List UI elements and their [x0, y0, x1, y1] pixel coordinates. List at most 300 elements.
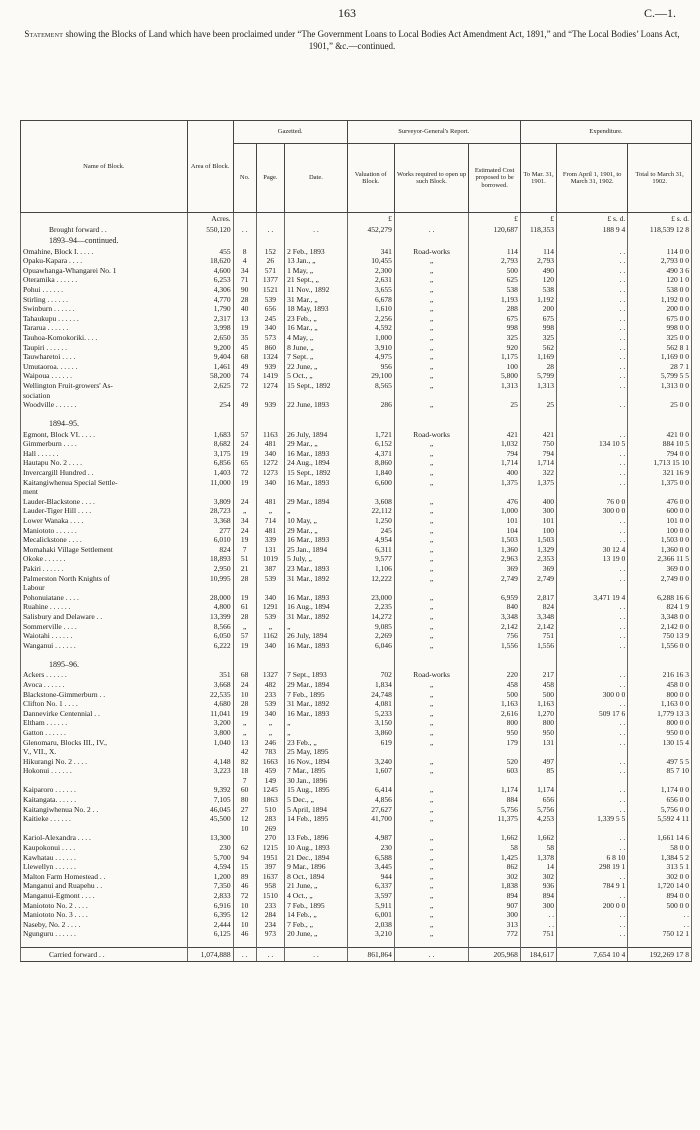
cell-expenditure-1901-02: . .: [557, 247, 628, 257]
cell-expenditure-total: 2,366 11 5: [628, 554, 692, 564]
cell-works: „: [394, 690, 469, 700]
cell-gazette-date: 24 Aug., 1894: [285, 458, 348, 468]
cell-estimated-cost: 101: [469, 516, 521, 526]
cell-expenditure-total: [628, 824, 692, 834]
cell-estimated-cost: [469, 650, 521, 658]
cell-expenditure-total: 998 0 0: [628, 323, 692, 333]
cell-gazette-page: 482: [256, 680, 285, 690]
cell-block-name: Hall . . . . . .: [21, 449, 188, 459]
cell-valuation: 944: [347, 872, 394, 882]
carried-row: [21, 947, 692, 961]
cell-gazette-no: 10: [233, 920, 256, 930]
cell-gazette-page: [256, 418, 285, 430]
cell-works: „: [394, 526, 469, 536]
cell-expenditure-1901-02: [557, 747, 628, 757]
cell-expenditure-total: 1,192 0 0: [628, 295, 692, 305]
cell-expenditure-total: 58 0 0: [628, 843, 692, 853]
cell-block-name: Opaku-Kapara . . . .: [21, 256, 188, 266]
table-row: [21, 872, 692, 882]
cell-gazette-page: 284: [256, 910, 285, 920]
cell-expenditure-to-1901: [520, 650, 556, 658]
cell-expenditure-total: 800 0 0: [628, 690, 692, 700]
cell-block-name: Gatton . . . . . .: [21, 728, 188, 738]
cell-valuation: 1,607: [347, 766, 394, 776]
cell-estimated-cost: 1,032: [469, 439, 521, 449]
cell-works: [394, 391, 469, 401]
header-from-1901: From April 1, 1901, to March 31, 1902.: [557, 144, 628, 213]
cell-area: 1,200: [187, 872, 233, 882]
cell-block-name: Maniototo No. 3 . . . .: [21, 910, 188, 920]
cell-expenditure-1901-02: [557, 487, 628, 497]
cell-expenditure-total: 476 0 0: [628, 497, 692, 507]
cell-area: 3,998: [187, 323, 233, 333]
cell-estimated-cost: [469, 235, 521, 247]
cell-block-name: Tararua . . . . . .: [21, 323, 188, 333]
cell-gazette-no: 61: [233, 602, 256, 612]
cell-valuation: 2,631: [347, 275, 394, 285]
cell-gazette-date: [285, 410, 348, 418]
cell-gazette-page: 783: [256, 747, 285, 757]
cell-area: 45,500: [187, 814, 233, 824]
cell-area: [187, 391, 233, 401]
cell-gazette-page: 233: [256, 901, 285, 911]
cell-valuation: 861,864: [347, 947, 394, 961]
cell-works: „: [394, 881, 469, 891]
cell-gazette-page: 656: [256, 304, 285, 314]
table-row: [21, 371, 692, 381]
spacer-row: [21, 939, 692, 948]
cell-gazette-page: 1272: [256, 458, 285, 468]
cell-expenditure-to-1901: 1,714: [520, 458, 556, 468]
cell-estimated-cost: 6,959: [469, 593, 521, 603]
cell-valuation: [347, 747, 394, 757]
cell-expenditure-total: [628, 776, 692, 786]
cell-gazette-date: 13 Jan., „: [285, 256, 348, 266]
cell-expenditure-total: [628, 650, 692, 658]
cell-gazette-date: 11 Nov., 1892: [285, 285, 348, 295]
cell-area: [187, 410, 233, 418]
cell-expenditure-to-1901: 562: [520, 343, 556, 353]
cell-expenditure-total: 490 3 6: [628, 266, 692, 276]
cell-works: „: [394, 333, 469, 343]
cell-block-name: Lauder-Blackstone . . . .: [21, 497, 188, 507]
cell-area: 2,444: [187, 920, 233, 930]
header-gazetted: Gazetted.: [233, 121, 347, 144]
table-row: [21, 516, 692, 526]
cell-expenditure-to-1901: 458: [520, 680, 556, 690]
cell-area: 4,800: [187, 602, 233, 612]
cell-valuation: 1,610: [347, 304, 394, 314]
cell-valuation: 6,311: [347, 545, 394, 555]
cell-gazette-date: [285, 418, 348, 430]
cell-gazette-no: 19: [233, 449, 256, 459]
table-row: [21, 843, 692, 853]
cell-expenditure-1901-02: . .: [557, 785, 628, 795]
cell-expenditure-1901-02: . .: [557, 670, 628, 680]
cell-gazette-date: 16 Mar., 1893: [285, 709, 348, 719]
cell-gazette-date: 4 Oct., „: [285, 891, 348, 901]
table-row: [21, 266, 692, 276]
cell-block-name: Omahine, Block I. . . . .: [21, 247, 188, 257]
cell-gazette-page: 1663: [256, 757, 285, 767]
cell-area: 4,600: [187, 266, 233, 276]
cell-estimated-cost: 625: [469, 275, 521, 285]
cell-valuation: 12,222: [347, 574, 394, 584]
cell-expenditure-total: 3,348 0 0: [628, 612, 692, 622]
cell-gazette-date: 31 Mar., „: [285, 295, 348, 305]
cell-expenditure-to-1901: 322: [520, 468, 556, 478]
page-reference: C.—1.: [643, 6, 676, 20]
cell-gazette-date: 2 Feb., 1893: [285, 247, 348, 257]
cell-expenditure-to-1901: 28: [520, 362, 556, 372]
header-works: Works required to open up such Block.: [394, 144, 469, 213]
cell-estimated-cost: 11,375: [469, 814, 521, 824]
cell-valuation: [347, 235, 394, 247]
cell-gazette-no: . .: [233, 225, 256, 235]
cell-block-name: Hautapu No. 2 . . . .: [21, 458, 188, 468]
cell-works: „: [394, 439, 469, 449]
cell-gazette-no: 19: [233, 535, 256, 545]
cell-block-name: Tahaukupu . . . . . .: [21, 314, 188, 324]
cell-area: 9,200: [187, 343, 233, 353]
table-row: [21, 564, 692, 574]
cell-estimated-cost: 1,714: [469, 458, 521, 468]
cell-gazette-page: 510: [256, 805, 285, 815]
cell-expenditure-total: 6,288 16 6: [628, 593, 692, 603]
cell-estimated-cost: 1,174: [469, 785, 521, 795]
cell-expenditure-total: 325 0 0: [628, 333, 692, 343]
cell-gazette-page: [256, 487, 285, 497]
cell-valuation: 1,000: [347, 333, 394, 343]
cell-works: [394, 487, 469, 497]
cell-block-name: Invercargill Hundred . .: [21, 468, 188, 478]
cell-works: Road-works: [394, 247, 469, 257]
cell-block-name: [21, 776, 188, 786]
cell-expenditure-1901-02: . .: [557, 910, 628, 920]
cell-valuation: [347, 487, 394, 497]
cell-works: [394, 235, 469, 247]
cell-expenditure-to-1901: 25: [520, 400, 556, 410]
cell-expenditure-to-1901: 421: [520, 430, 556, 440]
cell-valuation: 3,860: [347, 728, 394, 738]
cell-gazette-page: 939: [256, 362, 285, 372]
cell-expenditure-total: 675 0 0: [628, 314, 692, 324]
cell-expenditure-to-1901: 751: [520, 631, 556, 641]
cell-gazette-no: . .: [233, 947, 256, 961]
cell-expenditure-to-1901: [520, 583, 556, 593]
cell-valuation: 6,337: [347, 881, 394, 891]
cell-block-name: Kaitieke . . . . . .: [21, 814, 188, 824]
cell-expenditure-1901-02: . .: [557, 275, 628, 285]
table-row: [21, 920, 692, 930]
cell-estimated-cost: 1,163: [469, 699, 521, 709]
cell-gazette-date: 31 Mar., 1892: [285, 699, 348, 709]
cell-valuation: 3,608: [347, 497, 394, 507]
cell-expenditure-1901-02: [557, 658, 628, 670]
cell-gazette-date: 7 Feb., 1895: [285, 901, 348, 911]
table-body: [21, 213, 692, 962]
table-row: [21, 247, 692, 257]
cell-valuation: 6,001: [347, 910, 394, 920]
cell-expenditure-to-1901: 675: [520, 314, 556, 324]
cell-block-name: Maniototo . . . . . .: [21, 526, 188, 536]
cell-valuation: 5,911: [347, 901, 394, 911]
cell-gazette-no: 21: [233, 564, 256, 574]
cell-valuation: 1,834: [347, 680, 394, 690]
cell-estimated-cost: 3,348: [469, 612, 521, 622]
table-row: [21, 622, 692, 632]
cell-estimated-cost: 500: [469, 690, 521, 700]
cell-expenditure-to-1901: 200: [520, 304, 556, 314]
cell-expenditure-to-1901: 4,253: [520, 814, 556, 824]
cell-works: „: [394, 478, 469, 488]
cell-block-name: [21, 410, 188, 418]
cell-area: 11,000: [187, 478, 233, 488]
cell-works: „: [394, 400, 469, 410]
cell-works: „: [394, 371, 469, 381]
cell-estimated-cost: 302: [469, 872, 521, 882]
cell-area: [187, 658, 233, 670]
cell-gazette-date: 15 Sept., 1892: [285, 468, 348, 478]
cell-gazette-date: 10 May, „: [285, 516, 348, 526]
cell-expenditure-1901-02: 13 19 0: [557, 554, 628, 564]
cell-expenditure-total: 497 5 5: [628, 757, 692, 767]
cell-estimated-cost: [469, 418, 521, 430]
cell-expenditure-to-1901: 538: [520, 285, 556, 295]
cell-gazette-page: 149: [256, 776, 285, 786]
cell-block-name: Avoca . . . . . .: [21, 680, 188, 690]
cell-block-name: Pakiri . . . . . .: [21, 564, 188, 574]
cell-gazette-date: 23 Feb., „: [285, 314, 348, 324]
header-no: No.: [233, 144, 256, 213]
cell-works: „: [394, 449, 469, 459]
cell-block-name: Clifton No. 1 . . . .: [21, 699, 188, 709]
cell-estimated-cost: 5,800: [469, 371, 521, 381]
cell-gazette-no: 82: [233, 757, 256, 767]
cell-gazette-no: 7: [233, 776, 256, 786]
cell-gazette-page: 340: [256, 323, 285, 333]
cell-works: „: [394, 574, 469, 584]
cell-works: „: [394, 381, 469, 391]
table-row: [21, 593, 692, 603]
cell-expenditure-to-1901: 998: [520, 323, 556, 333]
cell-area: 824: [187, 545, 233, 555]
table-row: [21, 256, 692, 266]
cell-area: 3,223: [187, 766, 233, 776]
cell-expenditure-to-1901: . .: [520, 910, 556, 920]
cell-gazette-page: [256, 658, 285, 670]
spacer-row: [21, 410, 692, 418]
cell-area: 550,120: [187, 225, 233, 235]
cell-expenditure-total: 192,269 17 8: [628, 947, 692, 961]
cell-estimated-cost: [469, 824, 521, 834]
cell-valuation: 23,000: [347, 593, 394, 603]
cell-works: „: [394, 622, 469, 632]
cell-valuation: 22,112: [347, 506, 394, 516]
cell-expenditure-1901-02: . .: [557, 564, 628, 574]
cell-area: 2,317: [187, 314, 233, 324]
cell-gazette-date: 7 Sept. „: [285, 352, 348, 362]
cell-gazette-date: 7 Mar., 1895: [285, 766, 348, 776]
cell-gazette-date: . .: [285, 947, 348, 961]
cell-gazette-page: 1327: [256, 670, 285, 680]
table-row: [21, 343, 692, 353]
cell-gazette-no: 28: [233, 574, 256, 584]
cell-block-name: Wellington Fruit-growers' As-: [21, 381, 188, 391]
cell-gazette-date: 16 Mar., 1893: [285, 593, 348, 603]
table-row: [21, 362, 692, 372]
table-row: [21, 881, 692, 891]
cell-estimated-cost: 907: [469, 901, 521, 911]
cell-expenditure-to-1901: 2,353: [520, 554, 556, 564]
cell-gazette-no: [233, 235, 256, 247]
cell-gazette-date: 22 June, 1893: [285, 400, 348, 410]
cell-estimated-cost: 476: [469, 497, 521, 507]
cell-gazette-date: 16 Mar., 1893: [285, 535, 348, 545]
cell-gazette-no: 57: [233, 631, 256, 641]
cell-area: 230: [187, 843, 233, 853]
cell-expenditure-1901-02: . .: [557, 352, 628, 362]
cell-block-name: Umutaoroa. . . . . .: [21, 362, 188, 372]
brought-row: [21, 225, 692, 235]
cell-gazette-date: 21 June, „: [285, 881, 348, 891]
cell-area: [187, 583, 233, 593]
cell-works: „: [394, 795, 469, 805]
cell-gazette-page: 1273: [256, 468, 285, 478]
cell-gazette-page: 152: [256, 247, 285, 257]
cell-valuation: 8,565: [347, 381, 394, 391]
cell-gazette-date: 31 Mar., 1892: [285, 574, 348, 584]
cell-valuation: 3,655: [347, 285, 394, 295]
cell-gazette-date: 16 Nov., 1894: [285, 757, 348, 767]
cell-gazette-no: 7: [233, 545, 256, 555]
cell-expenditure-to-1901: 750: [520, 439, 556, 449]
cell-expenditure-total: 1,384 5 2: [628, 853, 692, 863]
cell-gazette-no: 24: [233, 526, 256, 536]
cell-area: 3,668: [187, 680, 233, 690]
cell-estimated-cost: [469, 658, 521, 670]
cell-gazette-date: 10 Aug., 1893: [285, 843, 348, 853]
cell-area: 18,893: [187, 554, 233, 564]
cell-expenditure-to-1901: [520, 776, 556, 786]
cell-expenditure-1901-02: . .: [557, 641, 628, 651]
cell-estimated-cost: 25: [469, 400, 521, 410]
cell-expenditure-to-1901: 369: [520, 564, 556, 574]
cell-expenditure-1901-02: . .: [557, 805, 628, 815]
cell-gazette-no: [233, 418, 256, 430]
cell-valuation: 230: [347, 843, 394, 853]
cell-expenditure-1901-02: . .: [557, 516, 628, 526]
cell-works: „: [394, 814, 469, 824]
cell-block-name: Mecalickstone . . . .: [21, 535, 188, 545]
cell-estimated-cost: [469, 487, 521, 497]
table-row: [21, 285, 692, 295]
cell-area: [187, 235, 233, 247]
cell-estimated-cost: 1,503: [469, 535, 521, 545]
cell-expenditure-1901-02: . .: [557, 478, 628, 488]
cell-gazette-no: 72: [233, 381, 256, 391]
cell-expenditure-1901-02: [557, 650, 628, 658]
cell-gazette-no: 34: [233, 266, 256, 276]
cell-gazette-date: „: [285, 718, 348, 728]
blocks-table: [20, 120, 692, 962]
cell-gazette-date: 23 Mar., 1893: [285, 564, 348, 574]
cell-expenditure-total: 750 12 1: [628, 929, 692, 939]
cell-expenditure-total: [628, 391, 692, 401]
cell-area: 3,800: [187, 728, 233, 738]
cell-works: „: [394, 699, 469, 709]
cell-area: 8,566: [187, 622, 233, 632]
cell-block-name: Kawhatau . . . . . .: [21, 853, 188, 863]
cell-expenditure-total: [628, 410, 692, 418]
cell-estimated-cost: 2,963: [469, 554, 521, 564]
cell-valuation: 5,233: [347, 709, 394, 719]
table-row: [21, 738, 692, 748]
cell-expenditure-to-1901: 1,556: [520, 641, 556, 651]
cell-expenditure-total: 5,799 5 5: [628, 371, 692, 381]
cell-estimated-cost: 675: [469, 314, 521, 324]
cell-gazette-no: 46: [233, 929, 256, 939]
cell-expenditure-1901-02: 188 9 4: [557, 225, 628, 235]
cell-gazette-no: 19: [233, 478, 256, 488]
cell-gazette-page: 340: [256, 593, 285, 603]
cell-gazette-date: 7 Sept., 1893: [285, 670, 348, 680]
cell-expenditure-total: 1,720 14 0: [628, 881, 692, 891]
cell-gazette-no: 8: [233, 247, 256, 257]
cell-gazette-page: [256, 650, 285, 658]
cell-block-name: Naseby, No. 2 . . . .: [21, 920, 188, 930]
cell-expenditure-total: [628, 583, 692, 593]
cell-expenditure-1901-02: . .: [557, 699, 628, 709]
cell-expenditure-1901-02: . .: [557, 833, 628, 843]
cell-valuation: 3,597: [347, 891, 394, 901]
cell-estimated-cost: 421: [469, 430, 521, 440]
cell-block-name: Taupiri . . . . . .: [21, 343, 188, 353]
cell-valuation: 4,954: [347, 535, 394, 545]
cell-block-name: Opuawhanga-Whangarei No. 1: [21, 266, 188, 276]
cell-block-name: Pohonuiatane . . . .: [21, 593, 188, 603]
cell-area: 46,045: [187, 805, 233, 815]
cell-gazette-no: 10: [233, 901, 256, 911]
cell-expenditure-1901-02: . .: [557, 458, 628, 468]
cell-gazette-page: 573: [256, 333, 285, 343]
table-row: [21, 333, 692, 343]
cell-expenditure-total: . .: [628, 910, 692, 920]
cell-expenditure-to-1901: 1,378: [520, 853, 556, 863]
cell-expenditure-total: [628, 939, 692, 948]
cell-area: 6,010: [187, 535, 233, 545]
cell-area: 11,041: [187, 709, 233, 719]
cell-valuation: [347, 824, 394, 834]
cell-works: [394, 410, 469, 418]
cell-gazette-no: [233, 650, 256, 658]
cell-estimated-cost: 179: [469, 738, 521, 748]
cell-gazette-no: „: [233, 506, 256, 516]
cell-valuation: 4,856: [347, 795, 394, 805]
cell-expenditure-1901-02: 76 0 0: [557, 497, 628, 507]
cell-estimated-cost: 1,375: [469, 478, 521, 488]
cell-expenditure-1901-02: . .: [557, 920, 628, 930]
cell-works: „: [394, 910, 469, 920]
cell-expenditure-to-1901: [520, 658, 556, 670]
cell-valuation: 2,038: [347, 920, 394, 930]
cell-gazette-page: 973: [256, 929, 285, 939]
cell-estimated-cost: 538: [469, 285, 521, 295]
cell-block-name: Stirling . . . . . .: [21, 295, 188, 305]
cell-block-name: Sommerville . . . .: [21, 622, 188, 632]
cell-block-name: Kariol-Alexandra . . . .: [21, 833, 188, 843]
cell-gazette-date: 23 Feb., „: [285, 738, 348, 748]
